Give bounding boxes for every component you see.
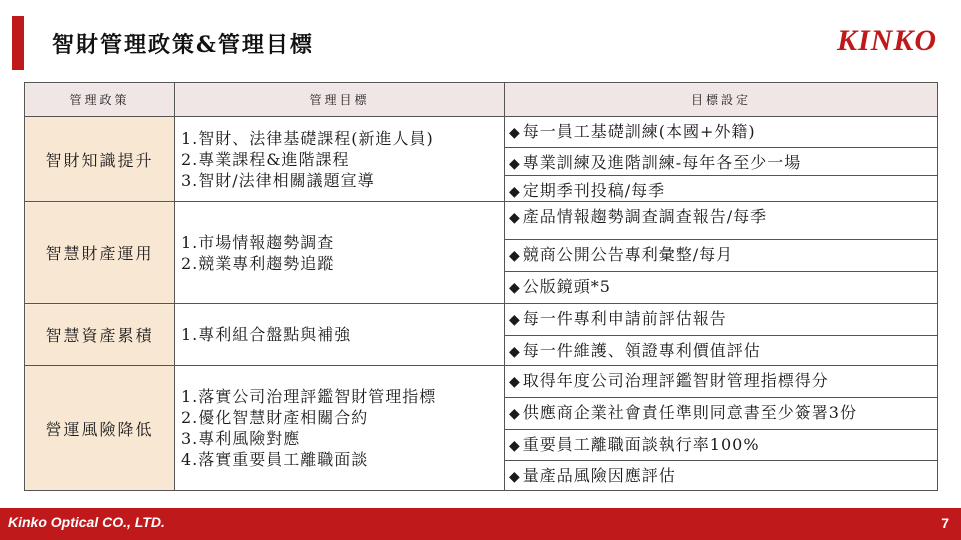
diamond-bullet-icon: ◆ (509, 210, 521, 226)
target-cell (505, 430, 938, 461)
target-cell (505, 240, 938, 272)
table-row (25, 202, 938, 240)
target-cell (505, 461, 938, 491)
table-row (25, 304, 938, 336)
target-text: 取得年度公司治理評鑑智財管理指標得分 (522, 371, 829, 390)
goals-cell (175, 202, 505, 304)
target-cell (505, 202, 938, 240)
target-cell (505, 366, 938, 398)
target-cell (505, 176, 938, 202)
target-cell (505, 148, 938, 176)
goals-cell (175, 304, 505, 366)
target-cell (505, 304, 938, 336)
target-text: 每一員工基礎訓練(本國+外籍) (522, 122, 756, 141)
goal-item: 2.優化智慧財產相關合約 (181, 408, 369, 427)
diamond-bullet-icon: ◆ (509, 280, 521, 296)
target-text: 競商公開公告專利彙整/每月 (522, 245, 734, 264)
diamond-bullet-icon: ◆ (509, 156, 521, 172)
header-goals: 管理目標 (175, 83, 505, 117)
brand-logo: KINKO (836, 24, 937, 57)
target-cell (505, 272, 938, 304)
footer-bar (0, 508, 961, 540)
diamond-bullet-icon: ◆ (509, 469, 521, 485)
table-row (25, 117, 938, 148)
diamond-bullet-icon: ◆ (509, 374, 521, 390)
policy-table (24, 82, 938, 491)
target-text: 專業訓練及進階訓練-每年各至少一場 (522, 153, 802, 172)
goal-item: 3.專利風險對應 (181, 429, 301, 448)
diamond-bullet-icon: ◆ (509, 438, 521, 454)
goal-item: 1.市場情報趨勢調查 (181, 232, 335, 252)
page-number: 7 (941, 515, 949, 531)
target-text: 供應商企業社會責任準則同意書至少簽署3份 (522, 403, 857, 422)
target-text: 定期季刊投稿/每季 (522, 181, 666, 200)
target-cell (505, 398, 938, 430)
policy-cell: 智財知識提升 (25, 117, 175, 202)
target-cell (505, 336, 938, 366)
goal-item: 2.專業課程&進階課程 (181, 149, 350, 169)
target-text: 每一件專利申請前評估報告 (522, 309, 727, 328)
policy-cell: 智慧資產累積 (25, 304, 175, 366)
goal-item: 1.落實公司治理評鑑智財管理指標 (181, 387, 437, 406)
diamond-bullet-icon: ◆ (509, 312, 521, 328)
target-text: 重要員工離職面談執行率100% (522, 435, 760, 454)
diamond-bullet-icon: ◆ (509, 248, 521, 264)
diamond-bullet-icon: ◆ (509, 344, 521, 360)
target-cell (505, 117, 938, 148)
target-text: 公版鏡頭*5 (522, 277, 611, 296)
goals-cell (175, 117, 505, 202)
diamond-bullet-icon: ◆ (509, 184, 521, 200)
table-row (25, 366, 938, 398)
table-header-row (25, 83, 938, 117)
goal-item: 3.智財/法律相關議題宣導 (181, 170, 375, 190)
goal-item: 1.專利組合盤點與補強 (181, 325, 352, 344)
goals-cell (175, 366, 505, 491)
slide-title: 智財管理政策&管理目標 (52, 32, 314, 58)
header-policy: 管理政策 (25, 83, 175, 117)
header-targets: 目標設定 (505, 83, 938, 117)
target-text: 每一件維護、領證專利價值評估 (522, 341, 761, 360)
target-text: 產品情報趨勢調查調查報告/每季 (522, 207, 768, 226)
company-name: Kinko Optical CO., LTD. (8, 514, 165, 530)
diamond-bullet-icon: ◆ (509, 125, 521, 141)
diamond-bullet-icon: ◆ (509, 406, 521, 422)
title-accent-bar (12, 16, 24, 70)
policy-cell: 營運風險降低 (25, 366, 175, 491)
target-text: 量產品風險因應評估 (522, 466, 676, 485)
goal-item: 4.落實重要員工離職面談 (181, 450, 369, 469)
policy-cell: 智慧財產運用 (25, 202, 175, 304)
goal-item: 1.智財、法律基礎課程(新進人員) (181, 128, 434, 148)
goal-item: 2.競業專利趨勢追蹤 (181, 253, 335, 273)
